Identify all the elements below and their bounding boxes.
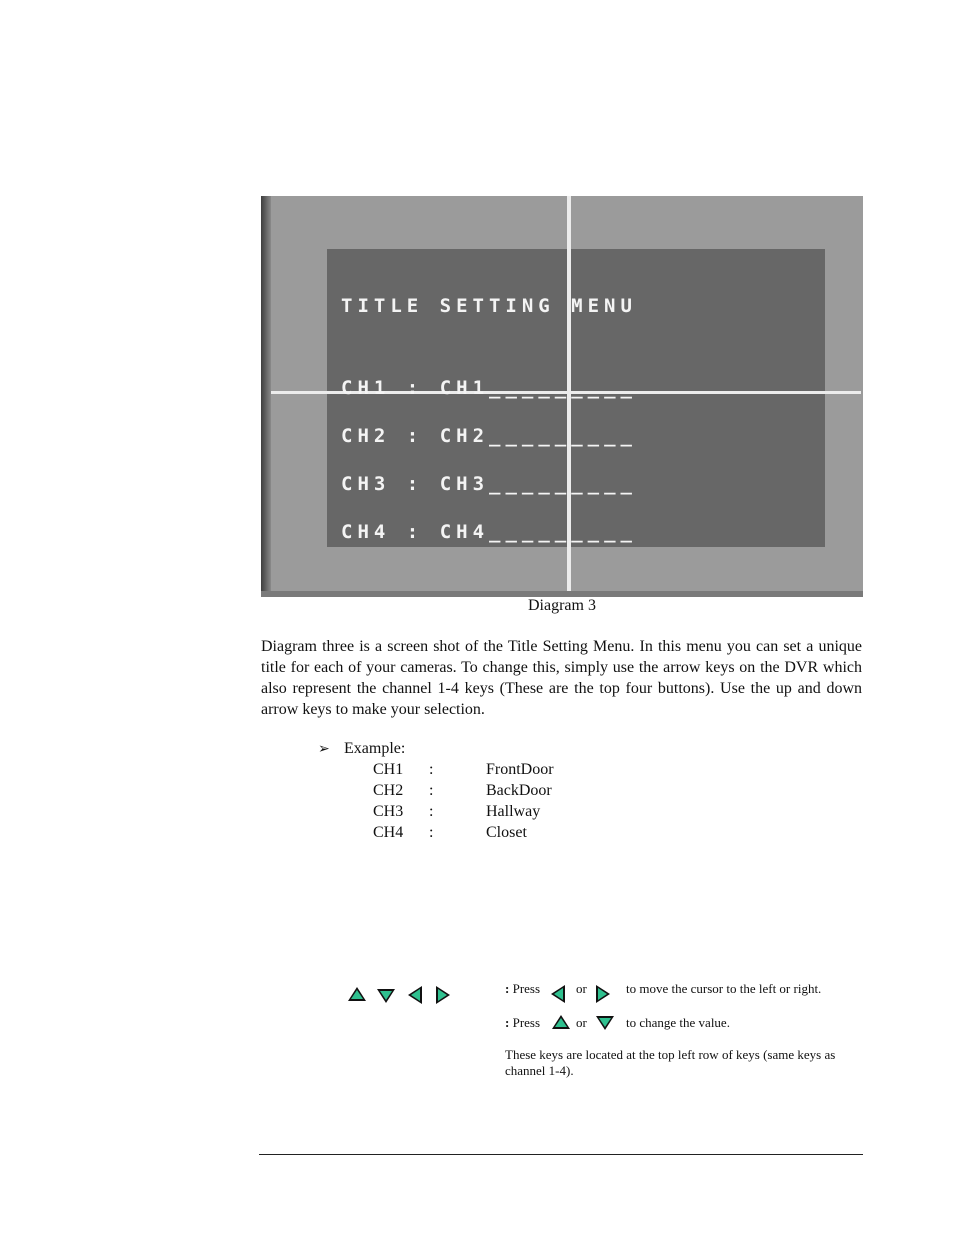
key-location-note: These keys are located at the top left row of keys (same keys as channel 1-4). — [505, 1047, 836, 1078]
note-press: Press — [512, 1015, 541, 1030]
note-or: or — [576, 1015, 587, 1030]
menu-row — [341, 521, 637, 543]
example-colon: : — [429, 761, 434, 778]
example-colon: : — [429, 803, 434, 820]
diagram-screenshot — [261, 196, 863, 597]
menu-row-value: CH1_________ — [439, 377, 637, 399]
menu-row-label: CH3 — [341, 473, 391, 495]
down-arrow-icon — [596, 1016, 614, 1030]
menu-row — [341, 473, 637, 495]
footer-rule — [259, 1154, 863, 1155]
menu-row-sep: : — [406, 377, 424, 399]
menu-row-label: CH4 — [341, 521, 391, 543]
menu-row-value: CH3_________ — [439, 473, 637, 495]
example-channel: CH4 — [373, 824, 404, 841]
bullet-arrow-icon: ➢ — [318, 741, 330, 757]
menu-row-sep: : — [406, 425, 424, 447]
example-colon: : — [429, 824, 434, 841]
menu-row-label: CH1 — [341, 377, 391, 399]
note-prefix: : — [505, 981, 510, 996]
body-paragraph: Diagram three is a screen shot of the Title Setting Menu. In this menu you can set a unique title for each of your cameras. To change this, simply use the arrow keys on the DVR which also represent the channel 1-4 keys (These are the top four buttons). Use the up and down arrow keys to make your selection. — [261, 638, 862, 718]
note-prefix: : — [505, 1015, 510, 1030]
menu-text — [341, 266, 637, 572]
example-name: FrontDoor — [486, 761, 554, 778]
left-arrow-icon — [408, 986, 422, 1004]
note-or: or — [576, 981, 587, 996]
screen-left-edge — [261, 196, 271, 597]
down-arrow-icon — [377, 989, 395, 1003]
menu-row-sep: : — [406, 473, 424, 495]
menu-title: TITLE SETTING MENU — [341, 295, 637, 317]
diagram-caption: Diagram 3 — [528, 597, 596, 614]
example-name: BackDoor — [486, 782, 552, 799]
key-note-up-down — [505, 1015, 540, 1031]
menu-row-value: CH2_________ — [439, 425, 637, 447]
up-arrow-icon — [552, 1015, 570, 1029]
note-suffix: to move the cursor to the left or right. — [626, 981, 822, 996]
right-arrow-icon — [436, 986, 450, 1004]
example-channel: CH3 — [373, 803, 404, 820]
example-name: Hallway — [486, 803, 541, 820]
menu-row-value: CH4_________ — [439, 521, 637, 543]
note-press: Press — [512, 981, 541, 996]
example-channel: CH1 — [373, 761, 404, 778]
up-arrow-icon — [348, 987, 366, 1001]
right-arrow-icon — [596, 985, 610, 1003]
example-heading — [318, 740, 405, 758]
example-heading-text: Example: — [344, 740, 406, 757]
menu-row-label: CH2 — [341, 425, 391, 447]
example-channel: CH2 — [373, 782, 404, 799]
note-suffix: to change the value. — [626, 1015, 730, 1030]
key-note-left-right — [505, 981, 540, 997]
menu-row — [341, 425, 637, 447]
menu-row — [341, 377, 637, 399]
example-name: Closet — [486, 824, 527, 841]
left-arrow-icon — [551, 985, 565, 1003]
example-colon: : — [429, 782, 434, 799]
menu-row-sep: : — [406, 521, 424, 543]
